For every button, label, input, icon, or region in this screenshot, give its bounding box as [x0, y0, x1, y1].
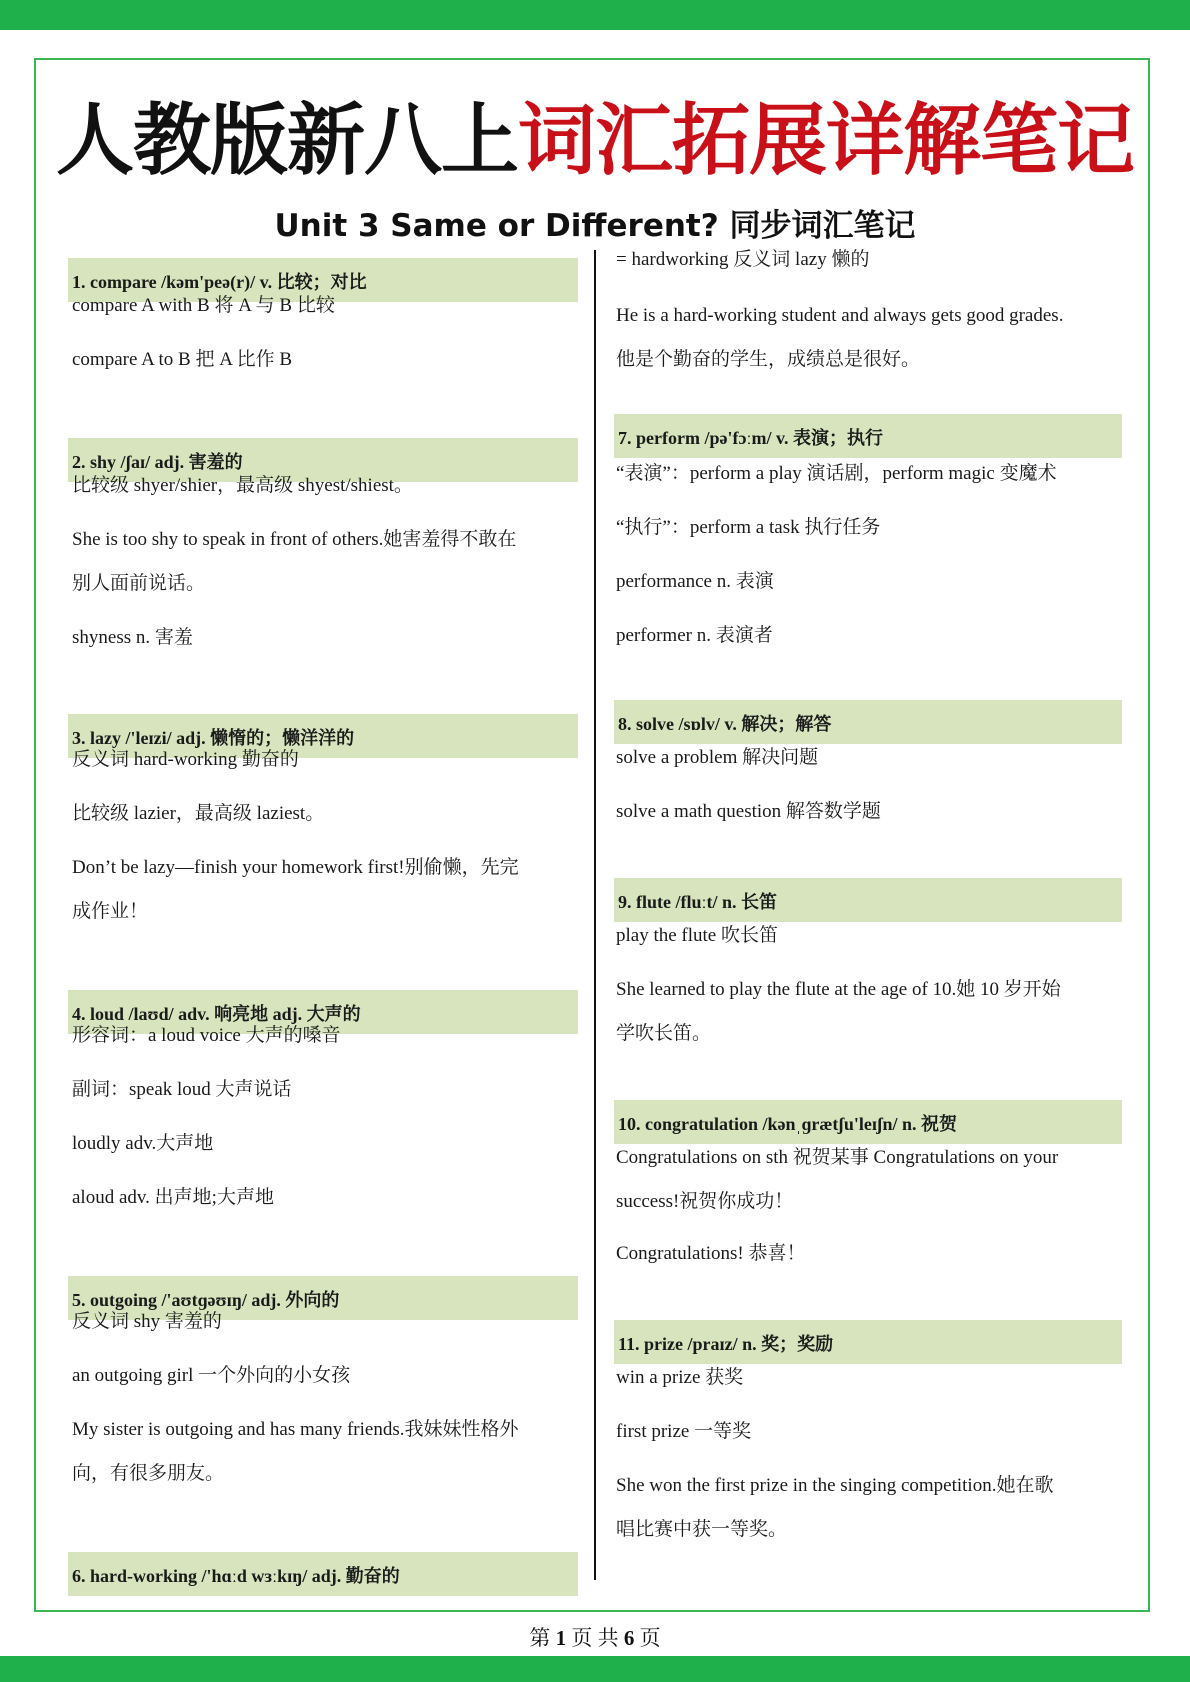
- vocab-line: 形容词：a loud voice 大声的嗓音: [72, 1025, 341, 1046]
- vocab-line: 成作业！: [72, 901, 149, 922]
- vocab-line: compare A with B 将 A 与 B 比较: [72, 295, 335, 316]
- vocab-heading: 5. outgoing /'aʊtɡəʊɪŋ/ adj. 外向的: [68, 1276, 578, 1320]
- column-divider: [594, 250, 596, 1580]
- vocab-heading: 7. perform /pə'fɔːm/ v. 表演；执行: [614, 414, 1122, 458]
- vocab-line: play the flute 吹长笛: [616, 925, 778, 946]
- vocab-line: Congratulations on sth 祝贺某事 Congratulations on your: [616, 1147, 1059, 1168]
- vocab-line: shyness n. 害羞: [72, 627, 193, 648]
- vocab-line: 向，有很多朋友。: [72, 1463, 225, 1484]
- vocab-line: 副词：speak loud 大声说话: [72, 1079, 292, 1100]
- title-black-part: 人教版新八上: [55, 96, 518, 186]
- vocab-heading: 1. compare /kəm'peə(r)/ v. 比较；对比: [68, 258, 578, 302]
- vocab-heading: 3. lazy /'leɪzi/ adj. 懒惰的；懒洋洋的: [68, 714, 578, 758]
- vocab-line: performance n. 表演: [616, 571, 774, 592]
- vocab-heading: 11. prize /praɪz/ n. 奖；奖励: [614, 1320, 1122, 1364]
- vocab-heading: 2. shy /ʃaɪ/ adj. 害羞的: [68, 438, 578, 482]
- vocab-heading: 8. solve /sɒlv/ v. 解决；解答: [614, 700, 1122, 744]
- vocab-line: 他是个勤奋的学生，成绩总是很好。: [616, 349, 921, 370]
- vocab-line: 反义词 hard-working 勤奋的: [72, 749, 299, 770]
- vocab-line: = hardworking 反义词 lazy 懒的: [616, 249, 870, 270]
- vocab-line: 比较级 shyer/shier，最高级 shyest/shiest。: [72, 475, 413, 496]
- vocab-heading: 6. hard-working /'hɑːd wɜːkɪŋ/ adj. 勤奋的: [68, 1552, 578, 1596]
- vocab-line: She is too shy to speak in front of others.她害羞得不敢在: [72, 529, 517, 550]
- footer-suffix: 页: [634, 1626, 661, 1650]
- footer-page-number: 1: [555, 1626, 567, 1650]
- bottom-green-band: [0, 1656, 1190, 1682]
- vocab-line: 唱比赛中获一等奖。: [616, 1519, 788, 1540]
- vocab-line: success!祝贺你成功！: [616, 1191, 794, 1212]
- vocab-line: 反义词 shy 害羞的: [72, 1311, 222, 1332]
- vocab-line: compare A to B 把 A 比作 B: [72, 349, 293, 370]
- footer-prefix: 第: [529, 1626, 556, 1650]
- page-subtitle: Unit 3 Same or Different? 同步词汇笔记: [274, 208, 916, 244]
- vocab-line: She learned to play the flute at the age of 10.她 10 岁开始: [616, 979, 1061, 1000]
- vocab-heading: 10. congratulation /kənˌɡrætʃu'leɪʃn/ n. 祝贺: [614, 1100, 1122, 1144]
- vocab-line: aloud adv. 出声地;大声地: [72, 1187, 274, 1208]
- page-title: [0, 86, 1190, 196]
- footer-middle: 页 共: [566, 1626, 624, 1650]
- vocab-line: first prize 一等奖: [616, 1421, 752, 1442]
- vocab-line: “执行”：perform a task 执行任务: [616, 517, 881, 538]
- vocab-line: an outgoing girl 一个外向的小女孩: [72, 1365, 351, 1386]
- vocab-line: solve a problem 解决问题: [616, 747, 819, 768]
- vocab-heading: 4. loud /laʊd/ adv. 响亮地 adj. 大声的: [68, 990, 578, 1034]
- vocab-line: Don’t be lazy—finish your homework first!别偷懒，先完: [72, 857, 519, 878]
- top-green-band: [0, 0, 1190, 30]
- vocab-line: 别人面前说话。: [72, 573, 206, 594]
- vocab-line: solve a math question 解答数学题: [616, 801, 881, 822]
- vocab-line: loudly adv.大声地: [72, 1133, 214, 1154]
- vocab-heading: 9. flute /fluːt/ n. 长笛: [614, 878, 1122, 922]
- vocab-line: Congratulations! 恭喜！: [616, 1243, 806, 1264]
- vocab-line: 学吹长笛。: [616, 1023, 712, 1044]
- page-footer: [0, 1623, 1190, 1653]
- vocab-line: 比较级 lazier，最高级 laziest。: [72, 803, 325, 824]
- footer-total-pages: 6: [623, 1626, 635, 1650]
- vocab-line: performer n. 表演者: [616, 625, 773, 646]
- vocab-line: He is a hard-working student and always gets good grades.: [616, 305, 1064, 326]
- title-red-part: 词汇拓展详解笔记: [518, 96, 1135, 186]
- vocab-line: My sister is outgoing and has many friends.我妹妹性格外: [72, 1419, 519, 1440]
- vocab-line: win a prize 获奖: [616, 1367, 744, 1388]
- vocab-line: She won the first prize in the singing competition.她在歌: [616, 1475, 1054, 1496]
- vocab-line: “表演”：perform a play 演话剧，perform magic 变魔术: [616, 463, 1057, 484]
